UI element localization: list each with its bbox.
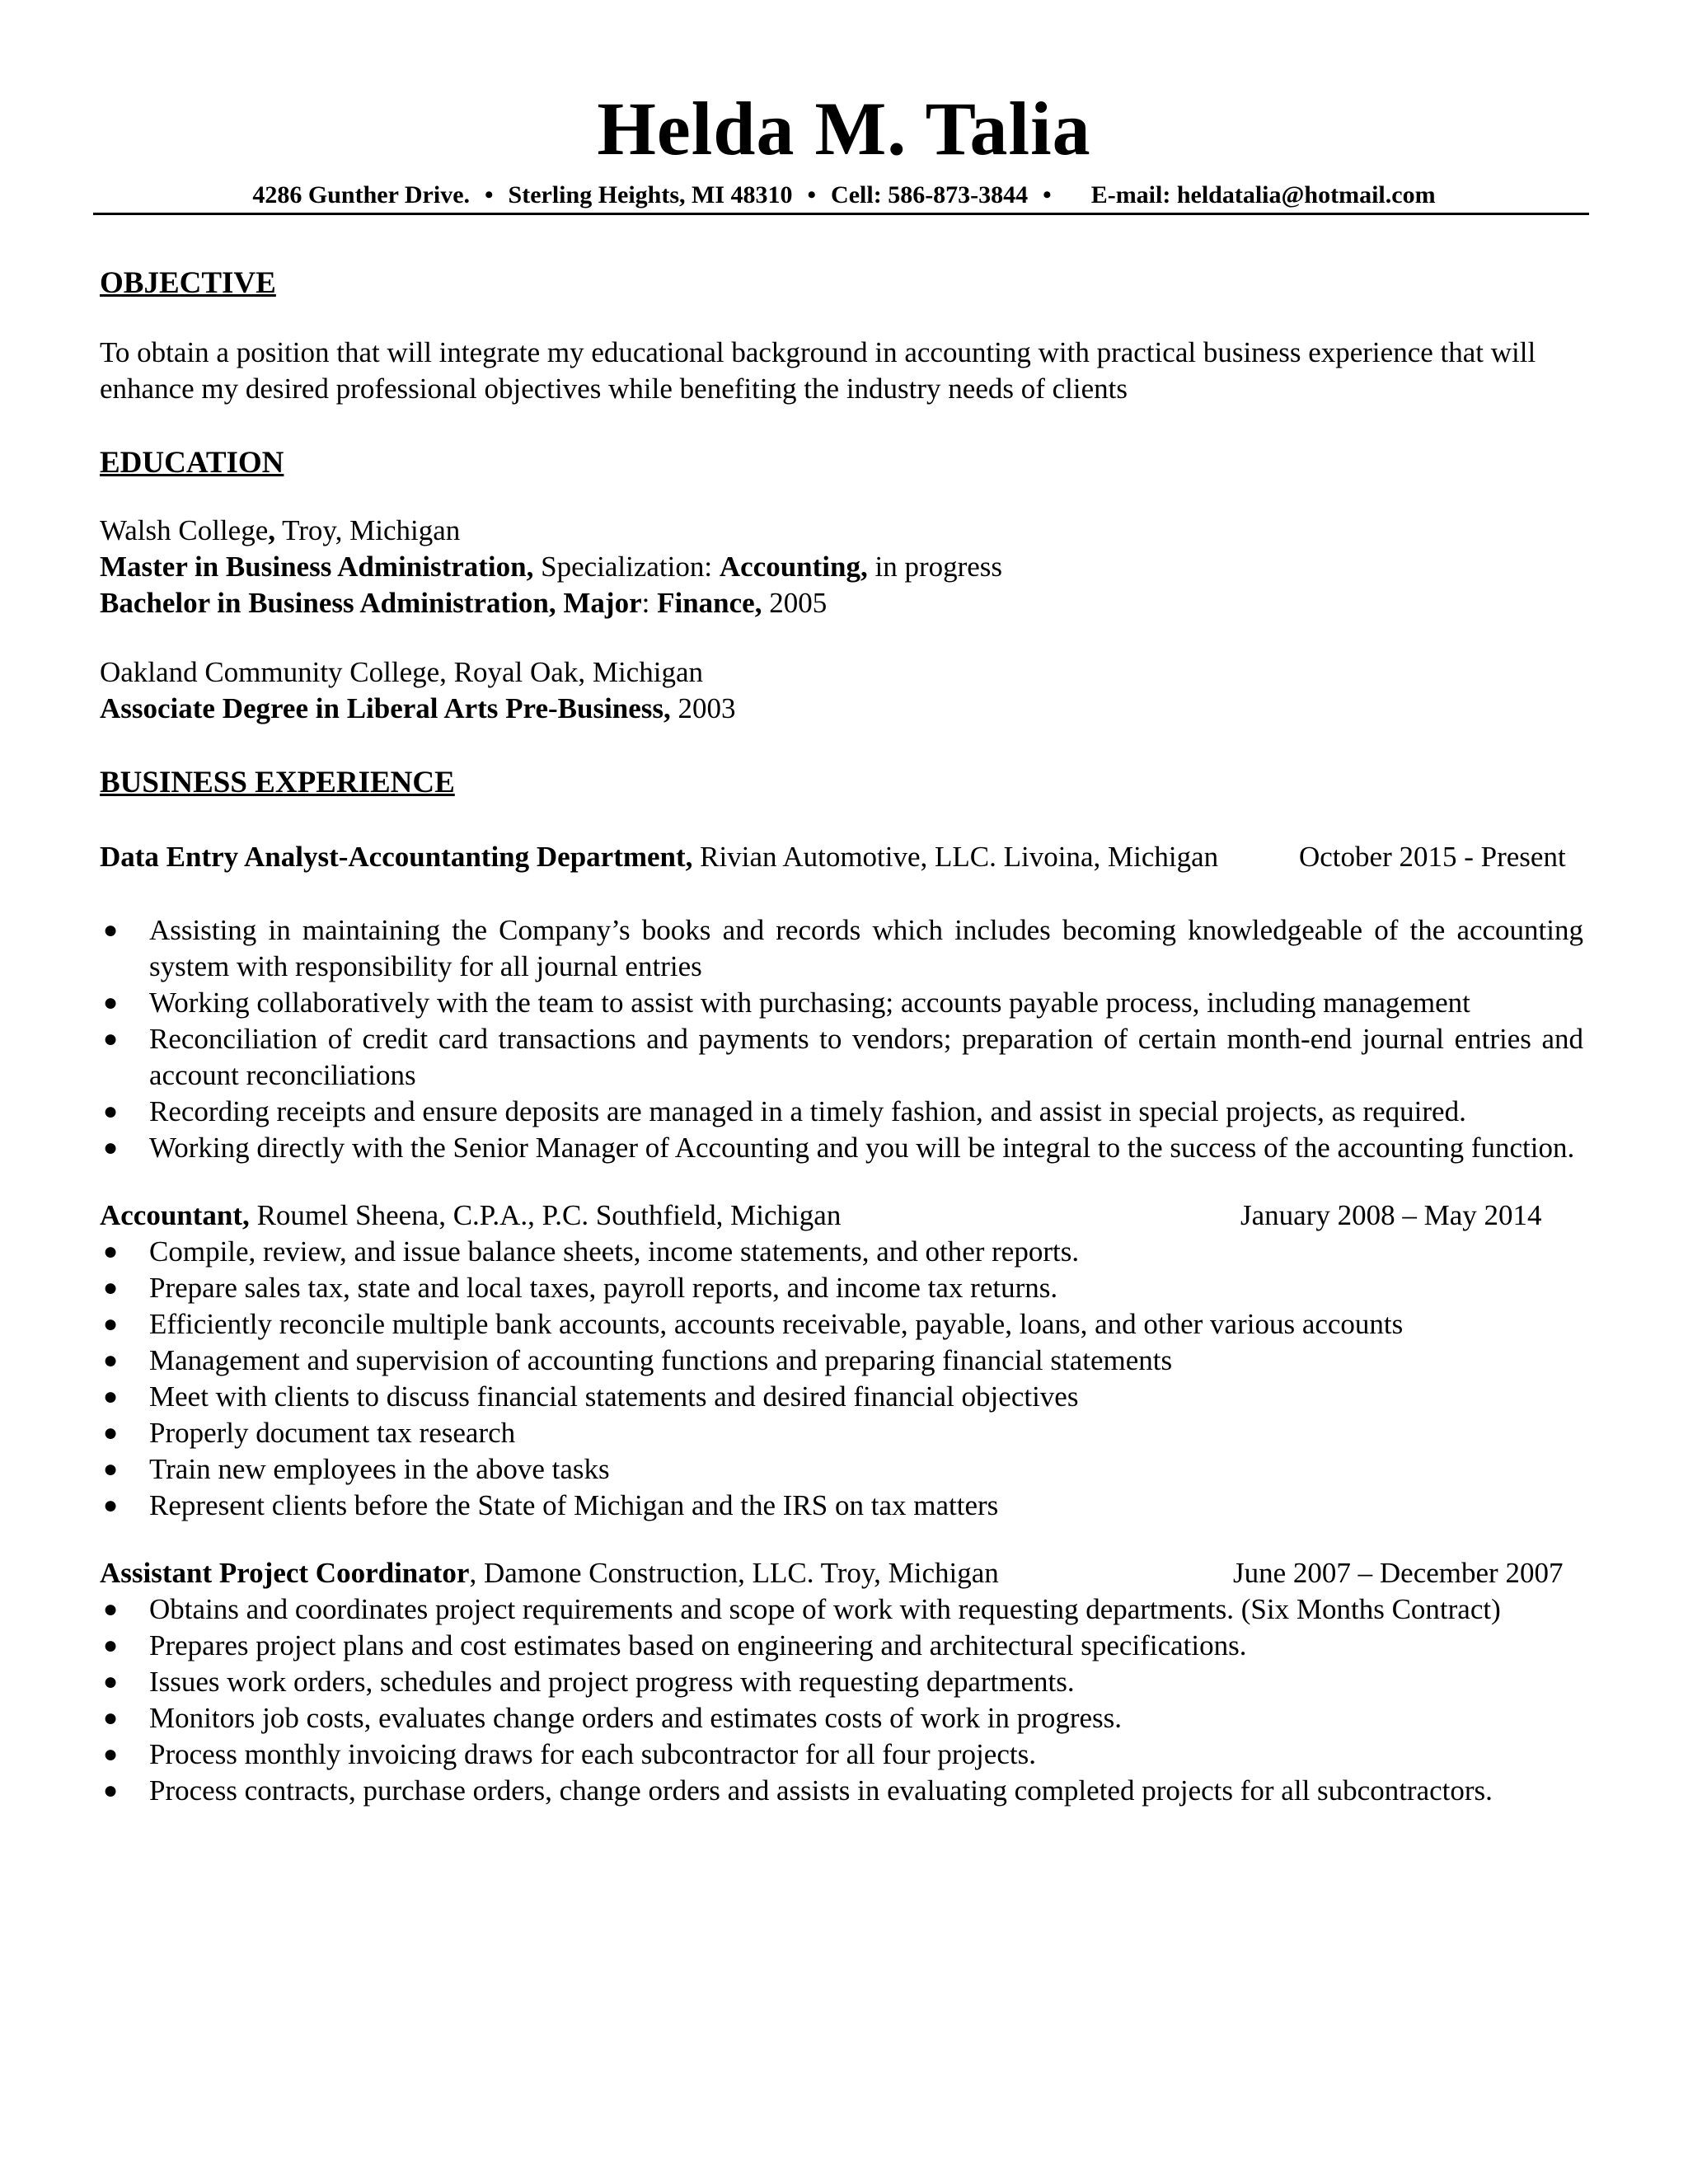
candidate-name: Helda M. Talia xyxy=(597,87,1091,171)
job-title: Accountant, xyxy=(100,1199,250,1231)
job-duties xyxy=(100,912,1583,1166)
separator-dot: • xyxy=(1043,181,1052,209)
job-duties xyxy=(100,1591,1583,1809)
bullet-icon: ● xyxy=(103,1704,119,1732)
duty-text: Monitors job costs, evaluates change orders and estimates costs of work in progress. xyxy=(149,1702,1123,1734)
list-item xyxy=(100,1664,1583,1700)
objective-text: To obtain a position that will integrate my educational background in accounting with practical business experience that will enhance my desired professional objectives while benefiting the industry needs of clients xyxy=(100,336,1536,405)
address-street: 4286 Gunther Drive. xyxy=(252,181,471,209)
duty-text: Management and supervision of accounting functions and preparing financial statements xyxy=(149,1344,1173,1376)
school-line xyxy=(100,513,1583,549)
job-dates: October 2015 - Present xyxy=(1299,841,1566,873)
bullet-icon: ● xyxy=(103,1310,119,1338)
cell-phone: Cell: 586-873-3844 xyxy=(831,181,1029,209)
objective-section xyxy=(100,265,1583,407)
job-duties xyxy=(100,1234,1583,1524)
job-entry xyxy=(100,1555,1583,1809)
degree-year: 2003 xyxy=(670,692,736,724)
duty-text: Issues work orders, schedules and project progress with requesting departments. xyxy=(149,1666,1075,1698)
list-item xyxy=(100,1773,1583,1809)
degree-detail: : xyxy=(641,587,658,619)
email-address: E-mail: heldatalia@hotmail.com xyxy=(1090,181,1436,209)
duty-text: Process contracts, purchase orders, change orders and assists in evaluating completed projects for all subcontractors. xyxy=(149,1774,1493,1807)
school-location: Troy, Michigan xyxy=(274,514,461,546)
header-divider xyxy=(93,213,1589,215)
duty-text: Reconciliation of credit card transactions and payments to vendors; preparation of certain month-end journal entries and account reconciliations xyxy=(149,1023,1583,1091)
list-item xyxy=(100,1306,1583,1343)
bullet-icon: ● xyxy=(103,1347,119,1374)
bullet-icon: ● xyxy=(103,1419,119,1446)
duty-text: Properly document tax research xyxy=(149,1417,516,1449)
degree-name: Bachelor in Business Administration, Major xyxy=(100,587,642,619)
duty-text: Obtains and coordinates project requirements and scope of work with requesting departments. (Six Months Contract) xyxy=(149,1593,1501,1625)
separator-dot: • xyxy=(807,181,817,209)
bullet-icon: ● xyxy=(103,1238,119,1265)
bullet-icon: ● xyxy=(103,1492,119,1519)
degree-name: Master in Business Administration, xyxy=(100,551,534,583)
duty-text: Process monthly invoicing draws for each subcontractor for all four projects. xyxy=(149,1738,1036,1770)
education-title: EDUCATION xyxy=(100,446,284,480)
job-company: , Damone Construction, LLC. Troy, Michigan xyxy=(469,1557,999,1589)
job-header xyxy=(100,839,1583,875)
job-title: Assistant Project Coordinator xyxy=(100,1557,470,1589)
degree-detail: Specialization: xyxy=(533,551,720,583)
list-item xyxy=(100,1488,1583,1524)
list-item xyxy=(100,1736,1583,1773)
list-item xyxy=(100,1270,1583,1306)
bullet-icon: ● xyxy=(103,1741,119,1768)
bullet-icon: ● xyxy=(103,1098,119,1125)
degree-line-mba xyxy=(100,549,1583,585)
duty-text: Recording receipts and ensure deposits are managed in a timely fashion, and assist in special projects, as required. xyxy=(149,1095,1466,1127)
duty-text: Meet with clients to discuss financial statements and desired financial objectives xyxy=(149,1380,1079,1413)
duty-text: Efficiently reconcile multiple bank accounts, accounts receivable, payable, loans, and other various accounts xyxy=(149,1308,1404,1340)
bullet-icon: ● xyxy=(103,989,119,1016)
duty-text: Prepares project plans and cost estimates based on engineering and architectural specifications. xyxy=(149,1629,1247,1661)
job-header xyxy=(100,1197,1583,1234)
list-item xyxy=(100,1451,1583,1488)
job-title: Data Entry Analyst-Accountanting Department, xyxy=(100,841,693,873)
school-name: Oakland Community College, Royal Oak, Michigan xyxy=(100,656,703,688)
degree-specialization: Accounting, xyxy=(719,551,868,583)
duty-text: Train new employees in the above tasks xyxy=(149,1453,610,1485)
bullet-icon: ● xyxy=(103,1668,119,1695)
list-item xyxy=(100,1415,1583,1451)
experience-title: BUSINESS EXPERIENCE xyxy=(100,766,455,799)
job-dates: January 2008 – May 2014 xyxy=(1240,1199,1542,1231)
objective-title: OBJECTIVE xyxy=(100,266,276,300)
list-item xyxy=(100,1628,1583,1664)
degree-line-associate xyxy=(100,691,1583,727)
duty-text: Working collaboratively with the team to assist with purchasing; accounts payable process, including management xyxy=(149,987,1470,1019)
job-entry xyxy=(100,839,1583,1166)
list-item xyxy=(100,912,1583,985)
duty-text: Prepare sales tax, state and local taxes, payroll reports, and income tax returns. xyxy=(149,1272,1058,1304)
list-item xyxy=(100,1021,1583,1094)
bullet-icon: ● xyxy=(103,1455,119,1483)
job-company: Rivian Automotive, LLC. Livoina, Michigan xyxy=(692,841,1219,873)
list-item xyxy=(100,1379,1583,1415)
bullet-icon: ● xyxy=(103,916,119,944)
duty-text: Assisting in maintaining the Company’s books and records which includes becoming knowledgeable of the accounting system with responsibility for all journal entries xyxy=(149,914,1583,982)
degree-line-bba xyxy=(100,585,1583,621)
degree-status: in progress xyxy=(867,551,1003,583)
list-item xyxy=(100,1094,1583,1130)
bullet-icon: ● xyxy=(103,1777,119,1804)
bullet-icon: ● xyxy=(103,1596,119,1623)
list-item xyxy=(100,1234,1583,1270)
education-oakland xyxy=(100,654,1583,727)
resume-header xyxy=(0,87,1688,209)
resume-body xyxy=(100,265,1583,1809)
contact-line xyxy=(0,181,1688,209)
list-item xyxy=(100,1130,1583,1166)
duty-text: Compile, review, and issue balance sheets, income statements, and other reports. xyxy=(149,1235,1080,1268)
duty-text: Represent clients before the State of Michigan and the IRS on tax matters xyxy=(149,1489,999,1521)
list-item xyxy=(100,1343,1583,1379)
job-entry xyxy=(100,1197,1583,1524)
degree-name: Associate Degree in Liberal Arts Pre-Business, xyxy=(100,692,671,724)
comma: , xyxy=(268,514,275,546)
bullet-icon: ● xyxy=(103,1383,119,1410)
separator-dot: • xyxy=(485,181,494,209)
degree-year: 2005 xyxy=(762,587,828,619)
list-item xyxy=(100,985,1583,1021)
bullet-icon: ● xyxy=(103,1274,119,1301)
education-walsh xyxy=(100,513,1583,621)
school-name: Walsh College xyxy=(100,514,269,546)
bullet-icon: ● xyxy=(103,1025,119,1052)
job-header xyxy=(100,1555,1583,1591)
education-section xyxy=(100,445,1583,727)
job-company: Roumel Sheena, C.P.A., P.C. Southfield, Michigan xyxy=(249,1199,842,1231)
experience-section xyxy=(100,765,1583,1809)
bullet-icon: ● xyxy=(103,1134,119,1161)
degree-major: Finance, xyxy=(657,587,762,619)
job-dates: June 2007 – December 2007 xyxy=(1233,1557,1564,1589)
address-city: Sterling Heights, MI 48310 xyxy=(508,181,793,209)
duty-text: Working directly with the Senior Manager of Accounting and you will be integral to the success of the accounting function. xyxy=(149,1132,1575,1164)
list-item xyxy=(100,1591,1583,1628)
bullet-icon: ● xyxy=(103,1632,119,1659)
list-item xyxy=(100,1700,1583,1736)
